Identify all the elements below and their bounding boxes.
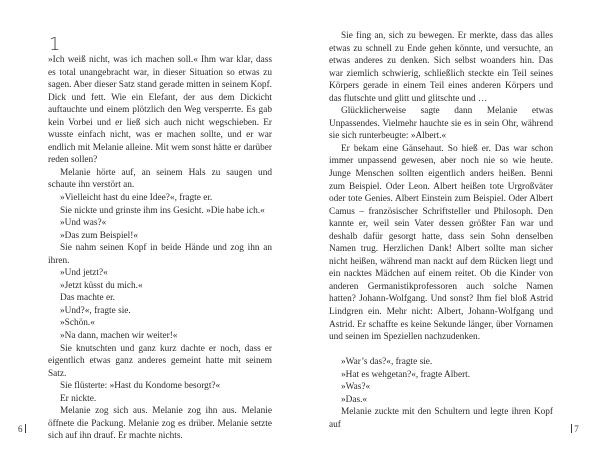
paragraph: Melanie hörte auf, an seinem Hals zu saugen und schaute ihn verstört an. xyxy=(48,167,272,191)
folio-rule xyxy=(25,424,26,433)
right-text-column xyxy=(329,30,553,431)
paragraph: »Vielleicht hast du eine Idee?«, fragte er. xyxy=(60,193,213,204)
paragraph: »Was?« xyxy=(341,382,371,393)
paragraph: »Das.« xyxy=(341,394,368,405)
paragraph: Er bekam eine Gänsehaut. So hieß er. Das war schon immer unpassend gewesen, aber noch nie so wie heute. Junge Menschen sollten eigentlich anders heißen. Benni zum Beispiel. Oder Leon. Albert heißen tote Urgroßväter oder tote Genies. Albert Einstein zum Beispiel. Oder Albert Camus – französischer Schriftsteller und Philosoph. Den kannte er, weil sein Vater dessen größter Fan war und deshalb dafür gesorgt hatte, dass sein Sohn denselben Namen trug. Herzlichen Dank! Albert sollte man sicher nicht heißen, während man nackt auf dem Rücken liegt und ein nacktes Mädchen auf einem reitet. Ob die Kinder von anderen Germanistikprofessoren auch solche Namen hatten? Johann-Wolfgang. Und sonst? Ihm fiel bloß Astrid Lindgren ein. Mehr nicht: Albert, Johann-Wolfgang und Astrid. Er schaffte es keine Sekunde länger, über Vornamen und seinen im Speziellen nachzudenken. xyxy=(329,143,553,343)
paragraph: Er nickte. xyxy=(60,393,97,404)
paragraph: »Ich weiß nicht, was ich machen soll.« Ihm war klar, dass es total unangebracht war, in dieser Situation so etwas zu sagen. Aber dieser Satz stand gerade mitten in seinem Kopf. Dick und fett. Wie ein Elefant, der aus dem Dickicht auftauchte und einem plötzlich den Weg versperrte. Es gab kein Vorbei und er ließ sich auch nicht wegschieben. Er wusste einfach nicht, was er machen sollte, und er war endlich mit Melanie alleine. Mit wem sonst hätte er darüber reden sollen? xyxy=(48,55,272,166)
paragraph: Sie knutschten und ganz kurz dachte er noch, dass er eigentlich etwas ganz anderes gemeint hatte mit seinem Satz. xyxy=(48,343,272,379)
paragraph: »Schön.« xyxy=(60,318,95,329)
page-number: 6 xyxy=(18,424,23,434)
paragraph: »Und was?« xyxy=(60,218,107,229)
folio-rule xyxy=(571,424,572,433)
paragraph: »Jetzt küsst du mich.« xyxy=(60,280,143,291)
paragraph: »Und jetzt?« xyxy=(60,268,108,279)
paragraph: »Das zum Beispiel!« xyxy=(60,230,138,241)
right-page xyxy=(300,0,600,456)
paragraph: Sie fing an, sich zu bewegen. Er merkte, dass das alles etwas zu schnell zu Ende gehen könnte, und versuchte, an etwas anderes zu denken. Sich selbst woanders hin. Das war ziemlich schwierig, schließlich steckte ein Teil seines Körpers gerade in einem Teil eines anderen Körpers und das flutschte und glitt und glitschte und … xyxy=(329,31,553,104)
page-number-right xyxy=(571,424,579,434)
section-break xyxy=(329,344,553,357)
paragraph: Das machte er. xyxy=(60,293,115,304)
paragraph: Glücklicherweise sagte dann Melanie etwas Unpassendes. Vielmehr hauchte sie es in sein Ohr, während sie sich runterbeugte: »Albert.« xyxy=(329,106,553,142)
paragraph: Melanie zuckte mit den Schultern und legte ihren Kopf auf xyxy=(329,407,553,430)
paragraph: »Hat es wehgetan?«, fragte Albert. xyxy=(341,369,471,380)
page-number: 7 xyxy=(574,424,579,434)
paragraph: Melanie zog sich aus. Melanie zog ihn aus. Melanie öffnete die Packung. Melanie zog es drüber. Melanie setzte sich auf ihn drauf. Er machte nichts. xyxy=(48,406,272,442)
paragraph: »War’s das?«, fragte sie. xyxy=(341,357,433,368)
paragraph: Sie nickte und grinste ihm ins Gesicht. »Die habe ich.« xyxy=(60,205,265,216)
chapter-number: 1 xyxy=(49,34,61,55)
paragraph: »Und?«, fragte sie. xyxy=(60,305,131,316)
paragraph: Sie nahm seinen Kopf in beide Hände und zog ihn an ihren. xyxy=(48,243,272,266)
paragraph: Sie flüsterte: »Hast du Kondome besorgt?« xyxy=(60,381,221,392)
page-number-left xyxy=(18,424,26,434)
paragraph: »Na dann, machen wir weiter!« xyxy=(60,331,178,342)
left-text-column xyxy=(48,54,272,443)
